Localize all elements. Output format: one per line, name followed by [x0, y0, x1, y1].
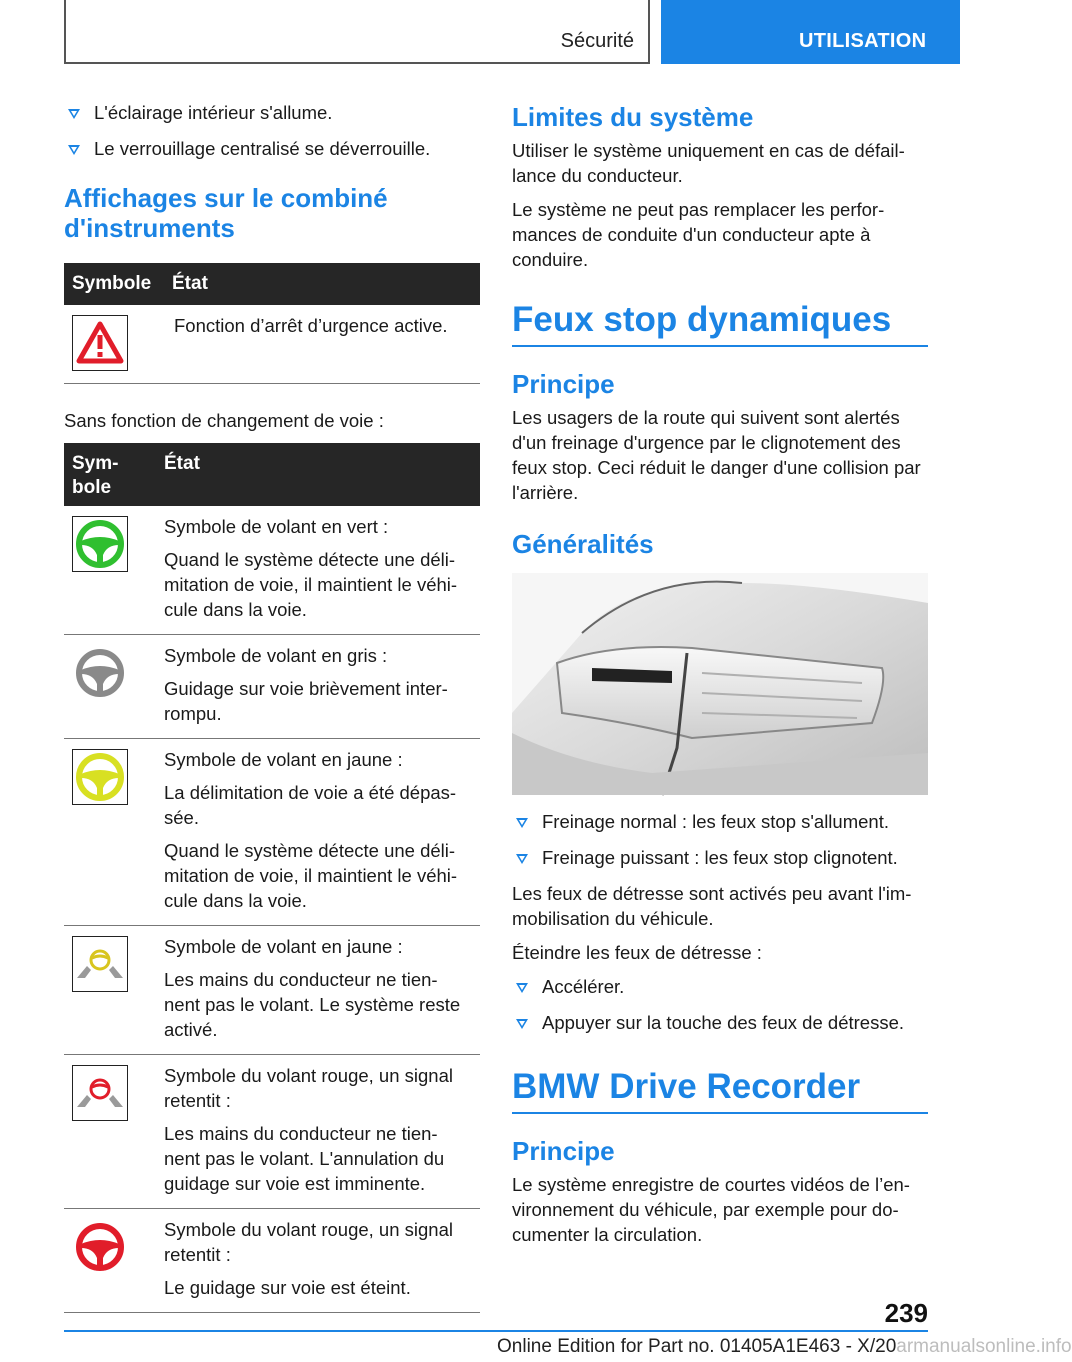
steering-wheel-green-icon: [72, 516, 128, 572]
table-row: Symbole de volant en jaune : La délimitation de voie a été dépas- sée. Quand le système détecte une déli- mitation de voie, il maintient le véhi- cule dans la voie.: [64, 739, 480, 926]
steering-wheel-yellow-icon: [72, 749, 128, 805]
watermark: armanualsonline.info: [896, 1336, 1072, 1357]
section-title: Sécurité: [560, 30, 634, 52]
chapter-title: UTILISATION: [799, 30, 927, 52]
hands-off-red-icon: [72, 1065, 128, 1121]
section-heading-principe: Principe: [512, 369, 615, 399]
paragraph: Le système ne peut pas remplacer les perfor- mances de conduite d'un conducteur apte à conduire.: [512, 199, 885, 270]
header-section-box: [64, 0, 650, 64]
symbol-table-2: [64, 443, 480, 1313]
list-item: Freinage normal : les feux stop s'allument.: [512, 809, 928, 834]
table-header-symbol: Sym- bole: [64, 443, 156, 506]
left-column: [64, 100, 480, 1313]
table-row: Symbole de volant en gris : Guidage sur voie brièvement inter- rompu.: [64, 635, 480, 739]
triangle-bullet-icon: [68, 145, 80, 155]
paragraph: Utiliser le système uniquement en cas de défail- lance du conducteur.: [512, 140, 905, 186]
triangle-bullet-icon: [516, 1019, 528, 1029]
chapter-heading-feux-stop: Feux stop dynamiques: [512, 298, 928, 347]
header-chapter-tab: [661, 0, 960, 64]
steering-wheel-gray-icon: [72, 645, 128, 701]
triangle-bullet-icon: [516, 854, 528, 864]
paragraph: Les usagers de la route qui suivent sont alertés d'un freinage d'urgence par le clignotement des feux stop. Ceci réduit le danger d'une collision par l'arrière.: [512, 407, 921, 503]
section-heading-affichages: Affichages sur le combiné d'instruments: [64, 183, 388, 243]
footer-divider: [64, 1330, 928, 1332]
table-row: Symbole de volant en jaune : Les mains du conducteur ne tien- nent pas le volant. Le système reste activé.: [64, 926, 480, 1055]
hands-off-yellow-icon: [72, 936, 128, 992]
list-item: Freinage puissant : les feux stop clignotent.: [512, 845, 928, 870]
triangle-bullet-icon: [68, 109, 80, 119]
steering-wheel-red-icon: [72, 1219, 128, 1275]
table-row: Symbole du volant rouge, un signal retentit : Les mains du conducteur ne tien- nent pas le volant. L'annulation du guidage sur voie est imminente.: [64, 1055, 480, 1209]
chapter-heading-drive-recorder: BMW Drive Recorder: [512, 1065, 928, 1114]
warning-triangle-icon: [72, 315, 128, 371]
list-item: Accélérer.: [512, 974, 928, 999]
list-item: Appuyer sur la touche des feux de détresse.: [512, 1010, 928, 1035]
paragraph: Éteindre les feux de détresse :: [512, 942, 762, 963]
page-number: 239: [884, 1298, 928, 1328]
symbol-table-1: [64, 263, 480, 384]
table-row: Symbole du volant rouge, un signal retentit : Le guidage sur voie est éteint.: [64, 1209, 480, 1313]
table-header-state: État: [156, 443, 480, 506]
footer-edition: Online Edition for Part no. 01405A1E463 - X/20armanualsonline.info: [497, 1336, 1072, 1357]
list-item: L'éclairage intérieur s'allume.: [64, 100, 480, 125]
table-row: Symbole de volant en vert : Quand le système détecte une déli- mitation de voie, il maintient le véhi- cule dans la voie.: [64, 506, 480, 635]
section-heading-generalites: Généralités: [512, 529, 654, 559]
taillight-photo: [512, 573, 928, 795]
section-heading-principe-2: Principe: [512, 1136, 615, 1166]
list-item: Le verrouillage centralisé se déverrouille.: [64, 136, 480, 161]
section-heading-limites: Limites du système: [512, 102, 754, 132]
triangle-bullet-icon: [516, 818, 528, 828]
triangle-bullet-icon: [516, 983, 528, 993]
right-column: [512, 100, 928, 1256]
table-subtitle: Sans fonction de changement de voie :: [64, 410, 384, 431]
paragraph: Les feux de détresse sont activés peu avant l'im- mobilisation du véhicule.: [512, 883, 912, 929]
table-header-symbol: Symbole: [64, 263, 164, 305]
table-header-state: État: [164, 263, 480, 305]
table-row: Fonction d’arrêt d’urgence active.: [64, 305, 480, 384]
paragraph: Le système enregistre de courtes vidéos de l’en- vironnement du véhicule, par exemple pour do- cumenter la circulation.: [512, 1174, 910, 1245]
